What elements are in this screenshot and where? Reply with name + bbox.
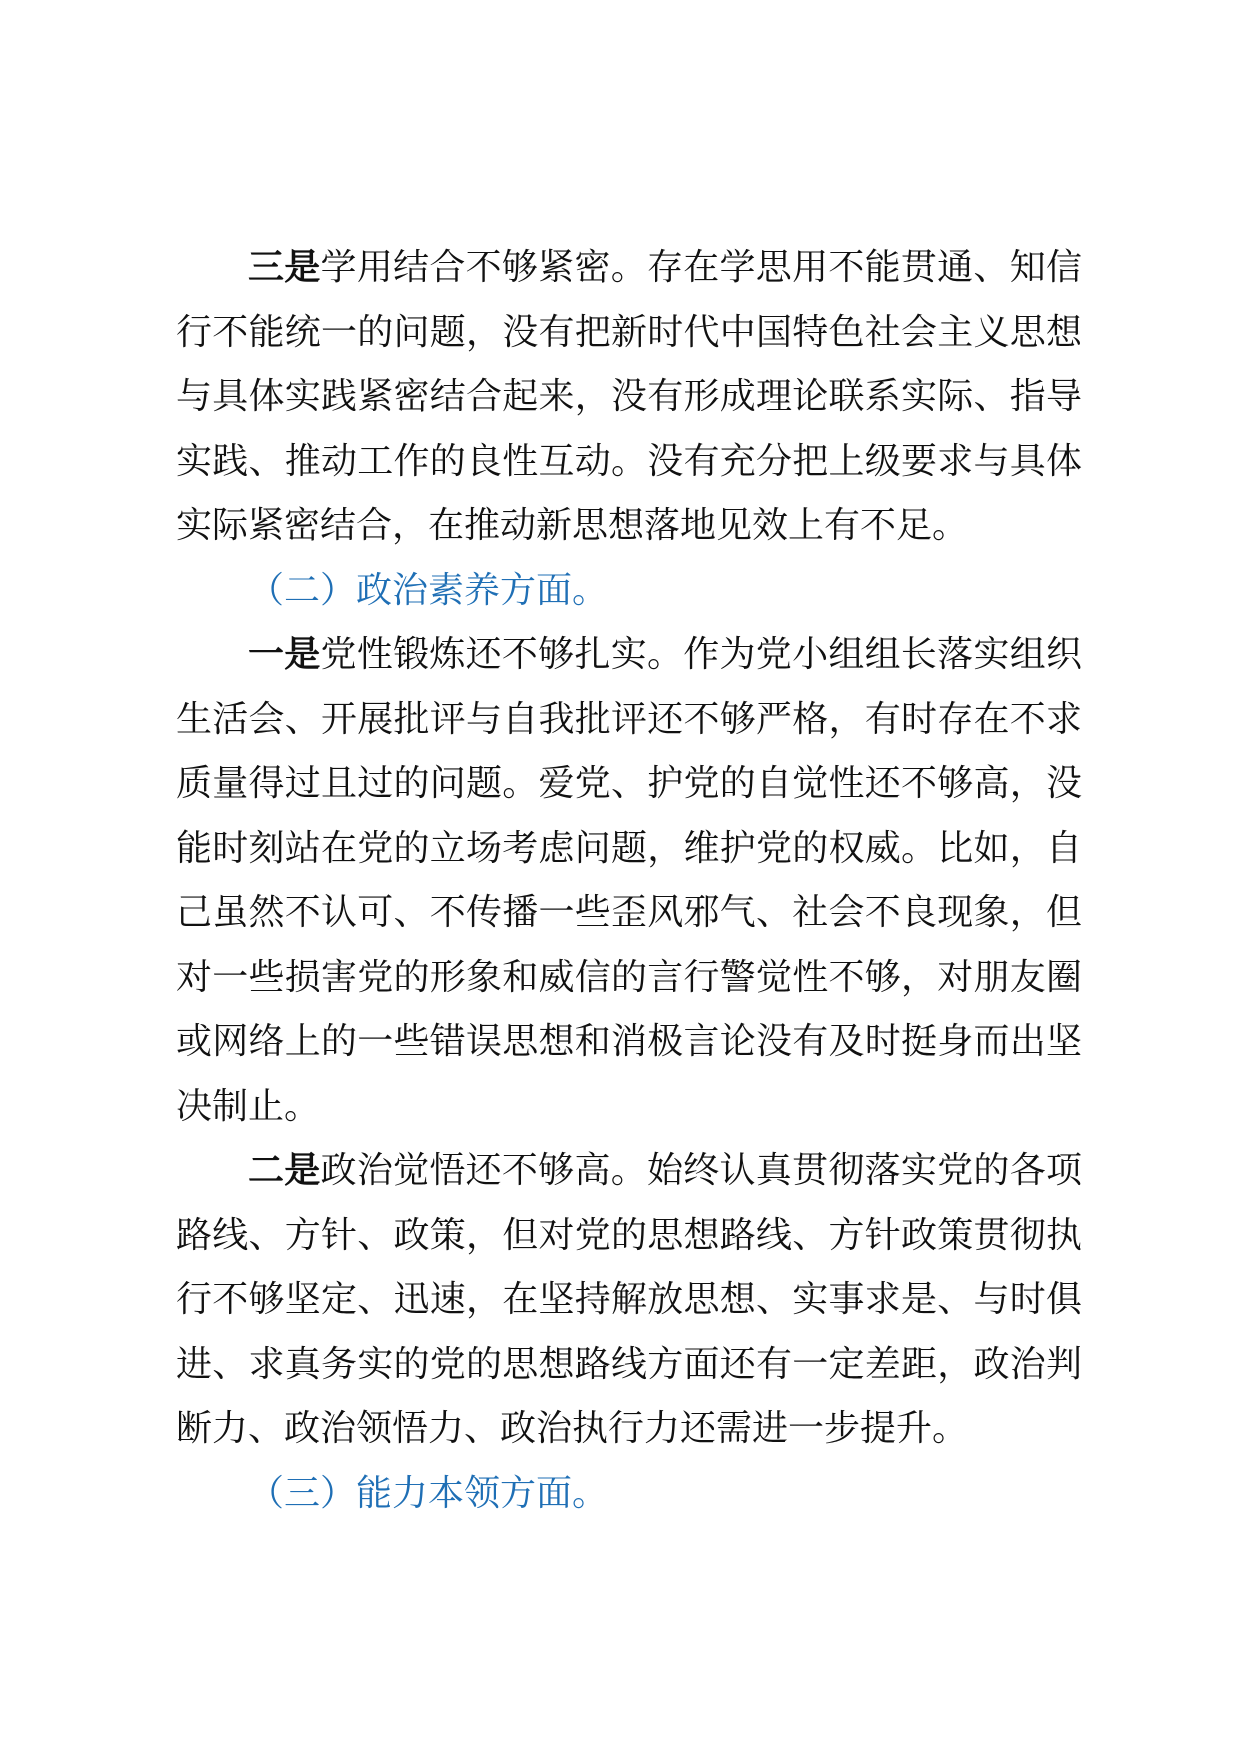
paragraph-lead: 一是 xyxy=(248,634,321,675)
paragraph-party-spirit xyxy=(176,623,1082,1139)
paragraph-text: 学用结合不够紧密。存在学思用不能贯通、知信行不能统一的问题，没有把新时代中国特色社会主义思想与具体实践紧密结合起来，没有形成理论联系实际、指导实践、推动工作的良性互动。没有充分把上级要求与具体实际紧密结合，在推动新思想落地见效上有不足。 xyxy=(176,247,1082,546)
document-body xyxy=(176,236,1082,1526)
paragraph-political-awareness xyxy=(176,1139,1082,1462)
paragraph-text: 党性锻炼还不够扎实。作为党小组组长落实组织生活会、开展批评与自我批评还不够严格，有时存在不求质量得过且过的问题。爱党、护党的自觉性还不够高，没能时刻站在党的立场考虑问题，维护党的权威。比如，自己虽然不认可、不传播一些歪风邪气、社会不良现象，但对一些损害党的形象和威信的言行警觉性不够，对朋友圈或网络上的一些错误思想和消极言论没有及时挺身而出坚决制止。 xyxy=(176,634,1082,1127)
section-heading-ability: （三）能力本领方面。 xyxy=(248,1472,609,1514)
paragraph-text: 政治觉悟还不够高。始终认真贯彻落实党的各项路线、方针、政策，但对党的思想路线、方针政策贯彻执行不够坚定、迅速，在坚持解放思想、实事求是、与时俱进、求真务实的党的思想路线方面还有一定差距，政治判断力、政治领悟力、政治执行力还需进一步提升。 xyxy=(176,1150,1082,1449)
paragraph-lead: 三是 xyxy=(248,247,321,288)
section-heading-political-literacy: （二）政治素养方面。 xyxy=(248,569,609,611)
paragraph-study-application xyxy=(176,236,1082,559)
paragraph-lead: 二是 xyxy=(248,1150,321,1191)
